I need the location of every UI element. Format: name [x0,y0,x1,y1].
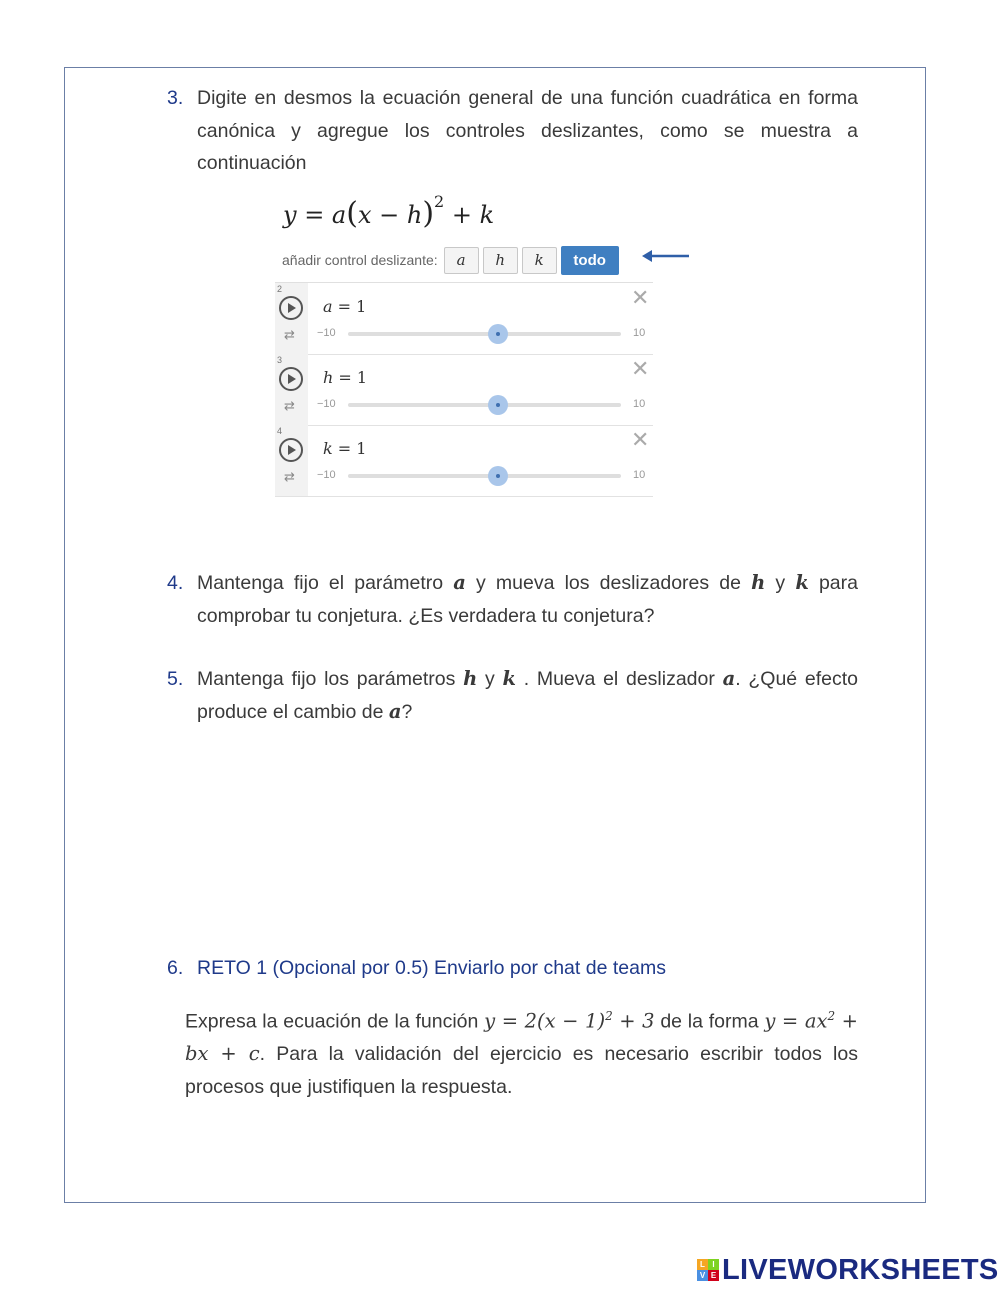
function-exponent: 2 [605,1009,613,1023]
equation-lhs: y = a [283,201,347,229]
play-icon[interactable] [279,438,303,462]
param-a: a [453,571,466,594]
row-index: 3 [277,355,283,365]
slider-k-value: = 1 [332,439,367,458]
liveworksheets-logo [697,1253,999,1287]
equation-exponent: 2 [434,192,445,211]
row-index: 2 [277,284,283,294]
question-5-text-5: ? [401,700,413,723]
question-6-text-2: de la forma [654,1010,765,1033]
equation-close-paren: ) [422,196,435,231]
add-slider-label: añadir control deslizante: [282,252,438,268]
question-6-title [167,952,858,985]
slider-k-min: −10 [317,469,336,481]
logo-letter: V [697,1270,708,1281]
row-gutter [275,283,308,354]
equation-open-paren: ( [346,196,358,231]
question-6-text-3: . Para la validación del ejercicio es necesario escribir todos los procesos que justifiquen la respuesta. [185,1043,858,1098]
question-6-number: 6. [167,957,184,979]
row-gutter [275,425,308,496]
add-slider-a-button[interactable]: a [444,247,479,274]
arrow-left-icon [642,249,692,263]
question-5-text-2: y [477,668,503,690]
question-4 [167,567,858,632]
slider-a-handle[interactable] [488,324,508,344]
slider-k-handle[interactable] [488,466,508,486]
param-k: k [502,667,516,690]
question-5-text-1: Mantenga fijo los parámetros [197,668,464,690]
slider-h-track[interactable] [348,403,621,407]
slider-a-min: −10 [317,327,336,339]
logo-letter: I [708,1259,719,1270]
add-slider-k-button[interactable]: k [522,247,557,274]
slider-k-var: k [323,439,333,458]
equation-inner: x − h [357,201,423,229]
slider-h-min: −10 [317,398,336,410]
question-5-number: 5. [167,668,184,690]
equation-rhs: + k [444,201,495,229]
question-3 [167,82,858,180]
slider-row-h [275,354,653,426]
question-4-number: 4. [167,572,184,594]
question-3-text: Digite en desmos la ecuación general de una función cuadrática en forma canónica y agregue los controles deslizantes, como se muestra a continuación [197,87,858,174]
param-k: k [795,571,809,594]
general-form-exponent: 2 [827,1009,836,1023]
loop-icon[interactable]: ⇄ [284,469,295,484]
slider-row-k [275,425,653,497]
question-6-text-1: Expresa la ecuación de la función [185,1010,485,1033]
function-equation-end: + 3 [612,1009,655,1033]
question-5-text-4: . ¿Qué efecto produce el cambio de [197,668,858,723]
param-a: a [722,667,736,690]
slider-k-max: 10 [633,469,646,481]
slider-h-label [323,368,367,387]
slider-k-label [323,439,366,458]
add-slider-bar [282,246,619,274]
play-icon[interactable] [279,296,303,320]
param-h: h [463,667,478,690]
question-4-text-1: Mantenga fijo el parámetro [197,572,454,594]
question-5-text-3: . Mueva el deslizador [515,668,723,690]
param-a: a [388,699,402,723]
logo-text: LIVEWORKSHEETS [722,1253,999,1286]
slider-h-max: 10 [633,398,646,410]
add-slider-h-button[interactable]: h [483,247,518,274]
close-icon[interactable]: ✕ [631,285,650,310]
row-index: 4 [277,426,283,436]
slider-h-var: h [323,368,334,387]
question-4-text-3: y [765,572,796,594]
logo-letter: E [708,1270,719,1281]
param-h: h [751,571,766,594]
function-equation: y = 2(x − 1) [484,1009,606,1033]
desmos-equation [283,192,495,231]
logo-icon [697,1259,719,1281]
add-all-sliders-button[interactable]: todo [561,246,619,275]
slider-h-handle[interactable] [488,395,508,415]
loop-icon[interactable]: ⇄ [284,398,295,413]
row-gutter [275,354,308,425]
slider-row-a [275,283,653,355]
close-icon[interactable]: ✕ [631,356,650,381]
logo-letter: L [697,1259,708,1270]
loop-icon[interactable]: ⇄ [284,327,295,342]
question-5 [167,663,858,728]
slider-a-value: = 1 [332,297,367,316]
reto-title: RETO 1 (Opcional por 0.5) Enviarlo por chat de teams [197,957,666,979]
general-form-end: + bx + c [185,1009,858,1065]
slider-a-label [323,297,366,316]
slider-panel [275,282,653,497]
close-icon[interactable]: ✕ [631,427,650,452]
slider-a-max: 10 [633,327,646,339]
slider-h-value: = 1 [333,368,368,387]
slider-a-track[interactable] [348,332,621,336]
general-form: y = ax [764,1009,828,1033]
play-icon[interactable] [279,367,303,391]
slider-k-track[interactable] [348,474,621,478]
slider-a-var: a [323,297,333,316]
question-4-text-4: para comprobar tu conjetura. ¿Es verdadera tu conjetura? [197,572,858,627]
question-4-text-2: y mueva los deslizadores de [465,572,752,594]
question-6-body [185,1000,858,1103]
question-3-number: 3. [167,87,184,109]
